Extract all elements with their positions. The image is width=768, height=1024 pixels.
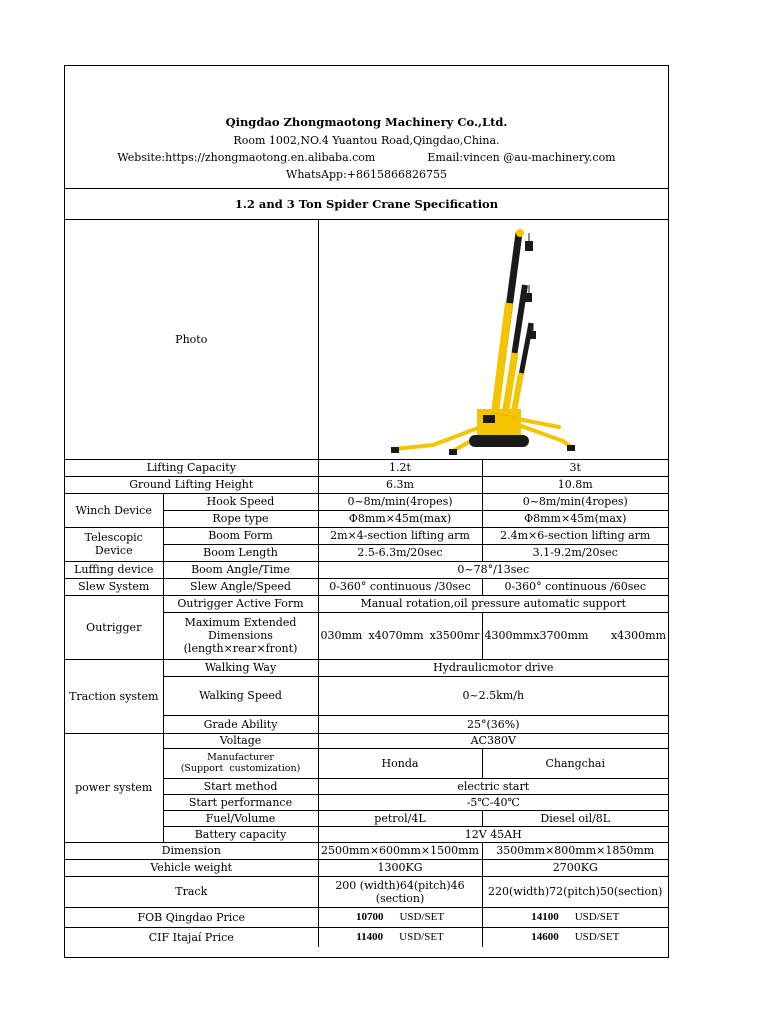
track-b: 220(width)72(pitch)50(section) bbox=[482, 876, 668, 907]
manufacturer-label-line2: (Support customization) bbox=[180, 763, 301, 774]
website-link[interactable]: Website:https://zhongmaotong.en.alibaba.com bbox=[117, 151, 376, 164]
dims-a-front: x3500mr bbox=[429, 629, 480, 642]
boom-length-a: 2.5-6.3m/20sec bbox=[318, 544, 482, 561]
outrigger-dims-a bbox=[318, 612, 482, 659]
weight-a: 1300KG bbox=[318, 859, 482, 876]
slew-group: Slew System bbox=[65, 578, 163, 595]
company-header bbox=[65, 66, 668, 189]
voltage-value: AC380V bbox=[318, 733, 668, 748]
power-group: power system bbox=[65, 733, 163, 842]
email-link[interactable]: Email:vincen @au-machinery.com bbox=[427, 151, 616, 164]
ground-height-label: Ground Lifting Height bbox=[65, 476, 318, 493]
walking-way-value: Hydraulicmotor drive bbox=[318, 659, 668, 676]
fob-b-unit: USD/SET bbox=[574, 910, 620, 923]
slew-b: 0-360° continuous /60sec bbox=[482, 578, 668, 595]
fuel-a: petrol/4L bbox=[318, 810, 482, 826]
boom-form-a: 2m×4-section lifting arm bbox=[318, 527, 482, 544]
cif-b bbox=[482, 927, 668, 947]
outrigger-dims-b bbox=[482, 612, 668, 659]
luffing-group: Luffing device bbox=[65, 561, 163, 578]
cif-b-unit: USD/SET bbox=[574, 930, 620, 943]
manufacturer-label bbox=[163, 748, 318, 778]
cif-label: CIF Itajaí Price bbox=[65, 927, 318, 947]
cif-a-unit: USD/SET bbox=[399, 930, 444, 943]
spec-sheet bbox=[64, 65, 669, 958]
start-method-label: Start method bbox=[163, 778, 318, 794]
cif-b-amount: 14600 bbox=[531, 930, 559, 943]
dims-a-rear: x4070mm bbox=[368, 629, 424, 642]
whatsapp-number: WhatsApp:+8615866826755 bbox=[286, 168, 447, 181]
boom-length-label: Boom Length bbox=[163, 544, 318, 561]
ground-height-a: 6.3m bbox=[318, 476, 482, 493]
boom-angle-label: Boom Angle/Time bbox=[163, 561, 318, 578]
walking-speed-value: 0~2.5km/h bbox=[318, 676, 668, 715]
hook-speed-a: 0~8m/min(4ropes) bbox=[318, 493, 482, 510]
grade-label: Grade Ability bbox=[163, 715, 318, 733]
manufacturer-b: Changchai bbox=[482, 748, 668, 778]
battery-label: Battery capacity bbox=[163, 826, 318, 842]
fob-a bbox=[318, 907, 482, 927]
contact-line bbox=[117, 149, 615, 166]
outrigger-dims-label: Maximum Extended Dimensions (length×rear×front) bbox=[163, 612, 318, 659]
outrigger-group: Outrigger bbox=[65, 595, 163, 659]
hook-speed-label: Hook Speed bbox=[163, 493, 318, 510]
cif-a bbox=[318, 927, 482, 947]
company-address: Room 1002,NO.4 Yuantou Road,Qingdao,China. bbox=[233, 134, 500, 147]
manufacturer-label-line1: Manufacturer bbox=[207, 752, 274, 763]
spec-table bbox=[65, 220, 668, 947]
fob-label: FOB Qingdao Price bbox=[65, 907, 318, 927]
battery-value: 12V 45AH bbox=[318, 826, 668, 842]
hook-speed-b: 0~8m/min(4ropes) bbox=[482, 493, 668, 510]
walking-way-label: Walking Way bbox=[163, 659, 318, 676]
dimension-a: 2500mm×600mm×1500mm bbox=[318, 842, 482, 859]
slew-a: 0-360° continuous /30sec bbox=[318, 578, 482, 595]
rope-type-b: Φ8mm×45m(max) bbox=[482, 510, 668, 527]
cif-a-amount: 11400 bbox=[356, 930, 384, 943]
lifting-capacity-b: 3t bbox=[482, 459, 668, 476]
manufacturer-a: Honda bbox=[318, 748, 482, 778]
walking-speed-label: Walking Speed bbox=[163, 676, 318, 715]
crane-photo bbox=[318, 220, 668, 459]
company-name: Qingdao Zhongmaotong Machinery Co.,Ltd. bbox=[225, 115, 508, 129]
dims-b-front: x4300mm bbox=[610, 629, 666, 642]
spider-crane-image bbox=[373, 223, 613, 455]
grade-value: 25°(36%) bbox=[318, 715, 668, 733]
rope-type-a: Φ8mm×45m(max) bbox=[318, 510, 482, 527]
weight-b: 2700KG bbox=[482, 859, 668, 876]
sheet-title: 1.2 and 3 Ton Spider Crane Specification bbox=[65, 189, 668, 220]
fob-a-amount: 10700 bbox=[355, 910, 384, 923]
photo-label: Photo bbox=[65, 220, 318, 459]
fuel-b: Diesel oil/8L bbox=[482, 810, 668, 826]
lifting-capacity-a: 1.2t bbox=[318, 459, 482, 476]
boom-angle-value: 0~78°/13sec bbox=[318, 561, 668, 578]
photo-row bbox=[65, 220, 668, 459]
outrigger-form-label: Outrigger Active Form bbox=[163, 595, 318, 612]
boom-length-b: 3.1-9.2m/20sec bbox=[482, 544, 668, 561]
track-label: Track bbox=[65, 876, 318, 907]
dimension-label: Dimension bbox=[65, 842, 318, 859]
fuel-label: Fuel/Volume bbox=[163, 810, 318, 826]
fob-a-unit: USD/SET bbox=[399, 910, 445, 923]
fob-b bbox=[482, 907, 668, 927]
traction-group: Traction system bbox=[65, 659, 163, 733]
dims-b-length-rear: 4300mmx3700mm bbox=[484, 629, 589, 642]
rope-type-label: Rope type bbox=[163, 510, 318, 527]
winch-group: Winch Device bbox=[65, 493, 163, 527]
start-method-value: electric start bbox=[318, 778, 668, 794]
lifting-capacity-label: Lifting Capacity bbox=[65, 459, 318, 476]
weight-label: Vehicle weight bbox=[65, 859, 318, 876]
start-perf-value: -5℃-40℃ bbox=[318, 794, 668, 810]
dimension-b: 3500mm×800mm×1850mm bbox=[482, 842, 668, 859]
telescopic-group: Telescopic Device bbox=[65, 527, 163, 561]
ground-height-b: 10.8m bbox=[482, 476, 668, 493]
slew-label: Slew Angle/Speed bbox=[163, 578, 318, 595]
track-a: 200 (width)64(pitch)46 (section) bbox=[318, 876, 482, 907]
voltage-label: Voltage bbox=[163, 733, 318, 748]
boom-form-b: 2.4m×6-section lifting arm bbox=[482, 527, 668, 544]
boom-form-label: Boom Form bbox=[163, 527, 318, 544]
start-perf-label: Start performance bbox=[163, 794, 318, 810]
outrigger-form-value: Manual rotation,oil pressure automatic support bbox=[318, 595, 668, 612]
fob-b-amount: 14100 bbox=[531, 910, 559, 923]
dims-a-length: 030mm bbox=[320, 629, 363, 642]
